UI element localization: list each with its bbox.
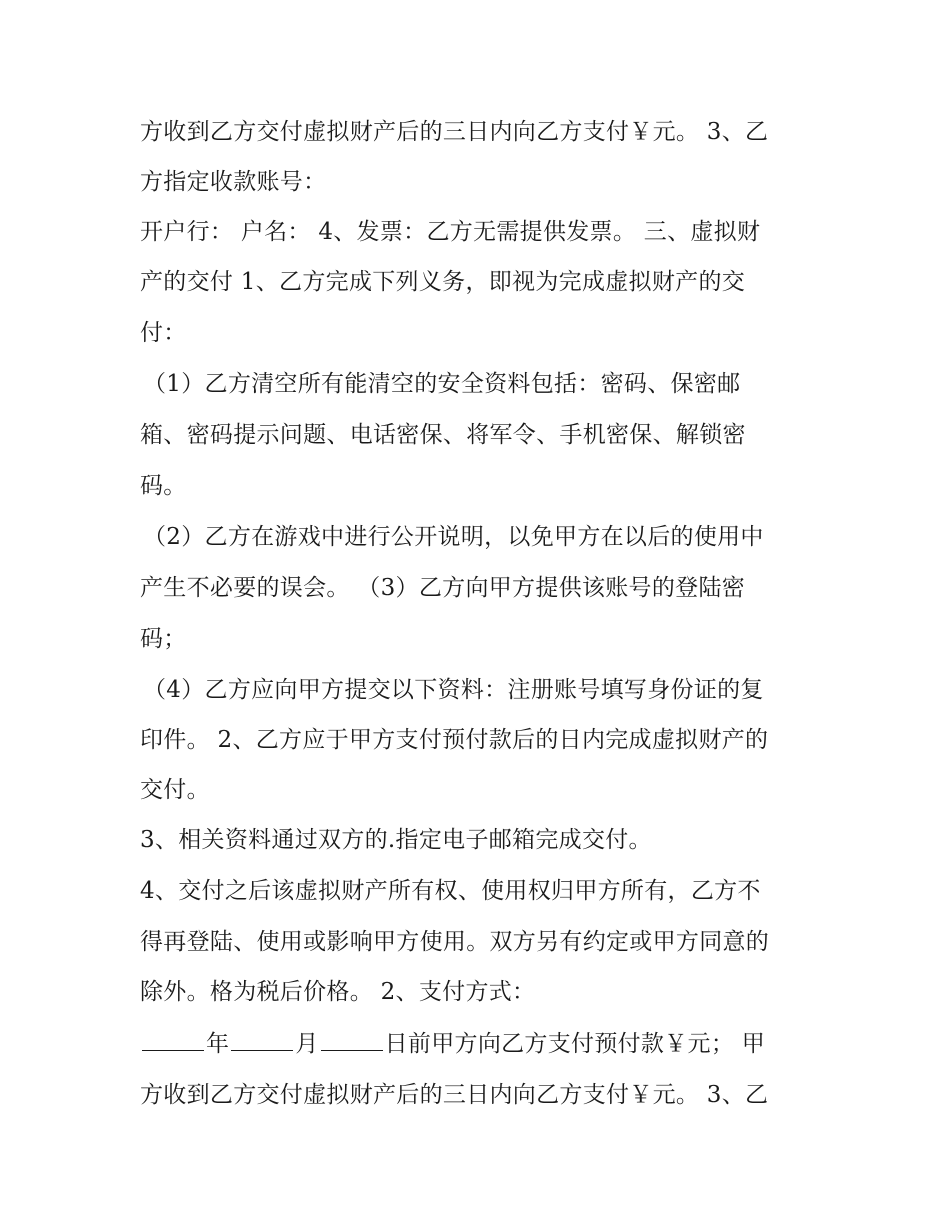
month-label: 月 bbox=[295, 1031, 319, 1057]
text-line-10: 产生不必要的误会。 （3）乙方向甲方提供该账号的登陆密 bbox=[140, 575, 746, 601]
text-line-8: 码。 bbox=[140, 473, 187, 499]
text-line-13: 印件。 2、乙方应于甲方支付预付款后的日内完成虚拟财产的 bbox=[140, 727, 769, 753]
date-line bbox=[140, 1028, 765, 1059]
text-line-4: 产的交付 1、乙方完成下列义务，即视为完成虚拟财产的交 bbox=[140, 269, 746, 295]
text-line-3: 开户行： 户名： 4、发票：乙方无需提供发票。 三、虚拟财 bbox=[140, 219, 761, 245]
text-line-7: 箱、密码提示问题、电话密保、将军令、手机密保、解锁密 bbox=[140, 422, 746, 448]
text-line-11: 码； bbox=[140, 626, 187, 652]
text-line-6: （1）乙方清空所有能清空的安全资料包括：密码、保密邮 bbox=[143, 371, 741, 397]
day-blank bbox=[321, 1028, 383, 1051]
text-line-12: （4）乙方应向甲方提交以下资料：注册账号填写身份证的复 bbox=[143, 677, 764, 703]
text-line-5: 付： bbox=[140, 320, 187, 346]
month-blank bbox=[231, 1028, 293, 1051]
text-line-14: 交付。 bbox=[140, 777, 210, 803]
text-line-16: 4、交付之后该虚拟财产所有权、使用权归甲方所有，乙方不 bbox=[140, 878, 761, 904]
year-label: 年 bbox=[206, 1031, 230, 1057]
text-line-18: 除外。格为税后价格。 2、支付方式： bbox=[140, 979, 536, 1005]
text-line-last: 方收到乙方交付虚拟财产后的三日内向乙方支付￥元。 3、乙 bbox=[140, 1082, 769, 1108]
text-line-17: 得再登陆、使用或影响甲方使用。双方另有约定或甲方同意的 bbox=[140, 929, 770, 955]
year-blank bbox=[142, 1028, 204, 1051]
text-line-9: （2）乙方在游戏中进行公开说明，以免甲方在以后的使用中 bbox=[143, 524, 764, 550]
text-line-1: 方收到乙方交付虚拟财产后的三日内向乙方支付￥元。 3、乙 bbox=[140, 119, 769, 145]
text-line-2: 方指定收款账号： bbox=[140, 169, 327, 195]
date-line-rest: 日前甲方向乙方支付预付款￥元； 甲 bbox=[384, 1031, 766, 1057]
text-line-15: 3、相关资料通过双方的.指定电子邮箱完成交付。 bbox=[140, 827, 652, 853]
